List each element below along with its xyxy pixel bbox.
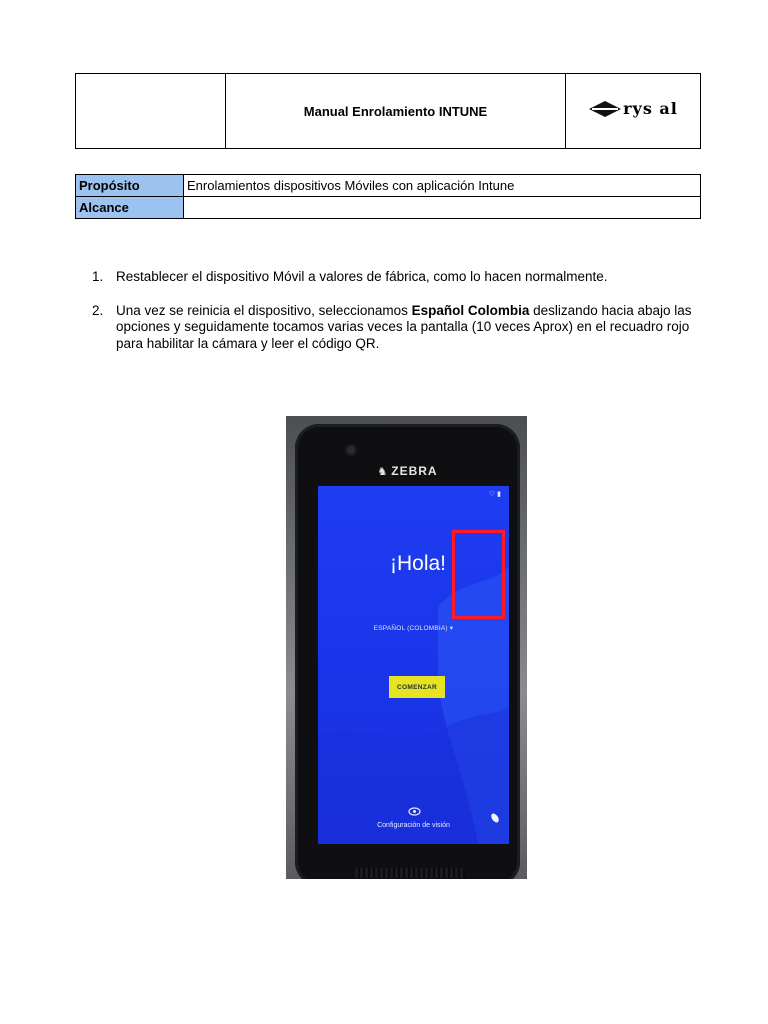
start-button[interactable]: COMENZAR [389,676,445,698]
logo-cell [566,74,701,149]
step-bold-text: Español Colombia [411,302,530,318]
purpose-label: Propósito [76,175,184,197]
zebra-logo-icon: ♞ [377,466,389,478]
phone-brand [295,464,520,478]
scope-label: Alcance [76,197,184,219]
step-text: Restablecer el dispositivo Móvil a valores de fábrica, como lo hacen normalmente. [116,269,608,284]
purpose-value: Enrolamientos dispositivos Móviles con aplicación Intune [184,175,701,197]
phone-brand-text: ZEBRA [391,464,438,478]
steps-list [92,269,702,369]
step-number: 1. [92,269,104,284]
scope-value [184,197,701,219]
list-item [92,269,702,286]
purpose-table [75,174,701,219]
step-text-before: Una vez se reinicia el dispositivo, seleccionamos [116,302,412,318]
red-highlight-box [452,530,505,619]
document-title: Manual Enrolamiento INTUNE [226,74,566,149]
vision-settings-link[interactable]: Configuración de visión [377,822,450,829]
eye-icon[interactable] [408,807,421,816]
list-item [92,303,702,353]
header-empty-cell [76,74,226,149]
document-header [75,73,701,149]
crystal-logo [588,99,678,119]
language-label: ESPAÑOL (COLOMBIA) [373,625,448,632]
phone-device [295,424,520,879]
speaker-grill [355,868,465,878]
crystal-logo-icon [588,99,622,119]
step-number: 2. [92,302,104,318]
step-text-after: deslizando hacia abajo las opciones y seguidamente tocamos varias veces la pantalla (10 veces Aprox) en el recuadro rojo para habilitar la cámara y leer el código QR. [116,302,692,351]
language-selector[interactable] [318,624,509,632]
front-camera [347,446,355,454]
status-icons: ♡ ▮ [488,491,501,498]
phone-photo [286,416,527,879]
phone-screen [318,486,509,844]
table-row [76,197,701,219]
chevron-down-icon: ▾ [449,625,454,632]
table-row [76,175,701,197]
logo-text: rys al [623,99,678,118]
greeting-text: ¡Hola! [390,552,447,575]
